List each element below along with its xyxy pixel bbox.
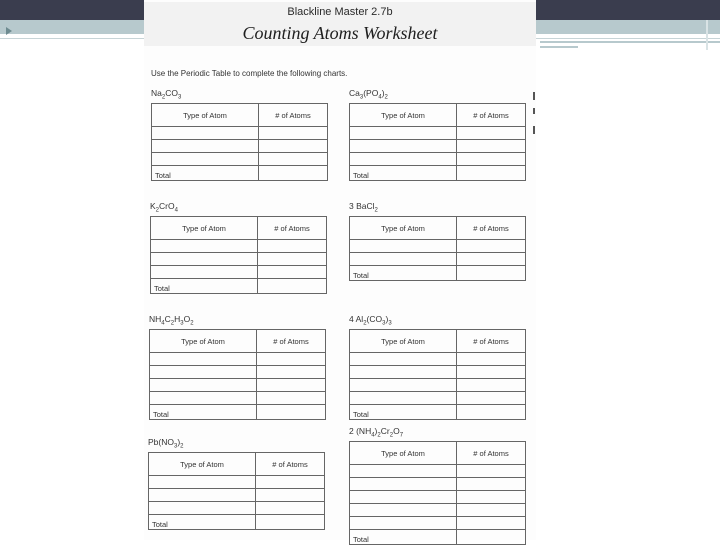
formula-label (148, 437, 184, 450)
total-row (350, 405, 526, 420)
formula-subscript: 2 (161, 94, 166, 101)
table-row (350, 491, 526, 504)
table-row (350, 478, 526, 491)
table-row (151, 240, 327, 253)
table-row (150, 392, 326, 405)
formula-subscript: 3 (180, 320, 184, 327)
total-row (150, 405, 326, 420)
formula-element: ) (177, 437, 181, 447)
total-row (149, 515, 325, 530)
blank-cell[interactable] (149, 502, 256, 515)
type-of-atom-header: Type of Atom (150, 330, 257, 353)
atom-count-header: # of Atoms (258, 217, 327, 240)
blank-cell[interactable] (258, 253, 327, 266)
table-row (350, 504, 526, 517)
atom-table (151, 103, 328, 181)
total-row (350, 530, 526, 545)
atom-count-header: # of Atoms (259, 104, 328, 127)
blank-cell[interactable] (457, 240, 526, 253)
formula-label (349, 201, 378, 214)
decorative-line (540, 46, 578, 48)
total-label: Total (350, 166, 457, 181)
formula-subscript: 2 (170, 320, 175, 327)
formula-label (349, 88, 388, 101)
blank-cell[interactable] (350, 379, 457, 392)
total-cell[interactable] (256, 515, 325, 530)
formula-subscript: 4 (378, 94, 382, 101)
blank-cell[interactable] (350, 478, 457, 491)
table-row (350, 153, 526, 166)
table-row (350, 366, 526, 379)
formula-subscript: 2 (190, 320, 194, 327)
type-of-atom-header: Type of Atom (350, 217, 457, 240)
atom-table (349, 103, 526, 181)
table-row (350, 465, 526, 478)
blank-cell[interactable] (150, 353, 257, 366)
total-label: Total (149, 515, 256, 530)
worksheet-scan (144, 0, 536, 544)
formula-element: ) (374, 426, 378, 436)
formula-element: Al (355, 314, 364, 324)
table-row (151, 266, 327, 279)
blank-cell[interactable] (256, 476, 325, 489)
total-label: Total (151, 279, 258, 294)
table-row (152, 140, 328, 153)
blank-cell[interactable] (457, 379, 526, 392)
blank-cell[interactable] (151, 240, 258, 253)
problem-number: 2 (349, 426, 357, 436)
blank-cell[interactable] (457, 353, 526, 366)
scan-mark (533, 108, 535, 114)
formula-subscript: 7 (399, 432, 404, 439)
slide-arrow-icon (6, 27, 12, 35)
blank-cell[interactable] (350, 465, 457, 478)
atom-table (349, 216, 526, 281)
table-row (350, 379, 526, 392)
decorative-line (540, 41, 720, 43)
formula-subscript: 3 (359, 94, 364, 101)
blank-cell[interactable] (350, 366, 457, 379)
blank-cell[interactable] (350, 491, 457, 504)
atom-table (148, 452, 325, 530)
decorative-line (706, 20, 708, 50)
total-row (152, 166, 328, 181)
formula-label (149, 314, 194, 327)
blank-cell[interactable] (151, 253, 258, 266)
formula-element: H (174, 314, 181, 324)
formula-subscript: 2 (155, 207, 160, 214)
blank-cell[interactable] (150, 392, 257, 405)
blank-cell[interactable] (350, 240, 457, 253)
atom-table (150, 216, 327, 294)
blank-cell[interactable] (150, 366, 257, 379)
blank-cell[interactable] (457, 478, 526, 491)
problem-number: 4 (349, 314, 356, 324)
formula-element: (CO (366, 314, 383, 324)
atom-count-header: # of Atoms (457, 104, 526, 127)
formula-element: (NH (356, 426, 372, 436)
worksheet-header (144, 2, 536, 46)
table-header-row (350, 217, 526, 240)
table-row (149, 489, 325, 502)
table-row (350, 127, 526, 140)
blank-cell[interactable] (257, 392, 326, 405)
blank-cell[interactable] (259, 140, 328, 153)
total-label: Total (350, 405, 457, 420)
atom-count-header: # of Atoms (257, 330, 326, 353)
blank-cell[interactable] (350, 504, 457, 517)
table-header-row (150, 330, 326, 353)
master-title: Blackline Master 2.7b (287, 6, 393, 18)
blank-cell[interactable] (457, 140, 526, 153)
total-cell[interactable] (457, 405, 526, 420)
problem-number: 3 (349, 201, 357, 211)
table-row (150, 379, 326, 392)
scan-mark (533, 92, 535, 100)
formula-element: Ca (349, 88, 360, 98)
type-of-atom-header: Type of Atom (350, 104, 457, 127)
formula-element: (PO (363, 88, 379, 98)
table-row (149, 502, 325, 515)
blank-cell[interactable] (457, 392, 526, 405)
table-row (151, 253, 327, 266)
atom-table (349, 441, 526, 545)
blank-cell[interactable] (350, 127, 457, 140)
formula-subscript: 2 (363, 320, 367, 327)
total-cell[interactable] (457, 166, 526, 181)
table-row (350, 240, 526, 253)
formula-subscript: 2 (389, 432, 394, 439)
blank-cell[interactable] (152, 140, 259, 153)
table-header-row (350, 104, 526, 127)
blank-cell[interactable] (457, 366, 526, 379)
total-row (151, 279, 327, 294)
instructions: Use the Periodic Table to complete the following charts. (151, 69, 348, 78)
table-header-row (149, 453, 325, 476)
atom-count-header: # of Atoms (457, 217, 526, 240)
worksheet-title: Counting Atoms Worksheet (242, 23, 438, 43)
table-row (152, 153, 328, 166)
total-row (350, 166, 526, 181)
blank-cell[interactable] (350, 517, 457, 530)
total-row (350, 266, 526, 281)
total-label: Total (150, 405, 257, 420)
blank-cell[interactable] (350, 140, 457, 153)
table-header-row (152, 104, 328, 127)
blank-cell[interactable] (257, 353, 326, 366)
blank-cell[interactable] (151, 266, 258, 279)
blank-cell[interactable] (457, 517, 526, 530)
formula-label (349, 314, 392, 327)
total-label: Total (350, 530, 457, 545)
table-row (350, 253, 526, 266)
table-header-row (350, 330, 526, 353)
blank-cell[interactable] (258, 240, 327, 253)
blank-cell[interactable] (259, 153, 328, 166)
table-row (350, 392, 526, 405)
formula-element: Na (151, 88, 162, 98)
blank-cell[interactable] (457, 253, 526, 266)
formula-element: O (393, 426, 400, 436)
atom-table (149, 329, 326, 420)
total-cell[interactable] (257, 405, 326, 420)
blank-cell[interactable] (256, 502, 325, 515)
scan-mark (533, 126, 535, 134)
formula-element: ) (381, 88, 385, 98)
formula-element: K (150, 201, 156, 211)
blank-cell[interactable] (457, 127, 526, 140)
formula-subscript: 3 (173, 443, 178, 450)
formula-subscript: 3 (388, 320, 392, 327)
formula-element: NH (149, 314, 162, 324)
total-label: Total (350, 266, 457, 281)
formula-element: Cr (380, 426, 390, 436)
formula-subscript: 3 (177, 94, 182, 101)
type-of-atom-header: Type of Atom (350, 442, 457, 465)
blank-cell[interactable] (152, 153, 259, 166)
blank-cell[interactable] (350, 253, 457, 266)
blank-cell[interactable] (457, 153, 526, 166)
table-header-row (350, 442, 526, 465)
total-cell[interactable] (259, 166, 328, 181)
blank-cell[interactable] (457, 491, 526, 504)
formula-subscript: 4 (161, 320, 165, 327)
formula-subscript: 2 (384, 94, 388, 101)
type-of-atom-header: Type of Atom (152, 104, 259, 127)
atom-count-header: # of Atoms (457, 330, 526, 353)
total-cell[interactable] (457, 530, 526, 545)
blank-cell[interactable] (257, 366, 326, 379)
formula-label (150, 201, 178, 214)
type-of-atom-header: Type of Atom (149, 453, 256, 476)
table-row (350, 353, 526, 366)
table-row (152, 127, 328, 140)
formula-subscript: 2 (180, 443, 184, 450)
blank-cell[interactable] (457, 504, 526, 517)
table-row (149, 476, 325, 489)
blank-cell[interactable] (150, 379, 257, 392)
formula-label (349, 426, 403, 439)
formula-element: C (164, 314, 171, 324)
blank-cell[interactable] (149, 476, 256, 489)
formula-element: BaCl (356, 201, 375, 211)
formula-element: Pb(NO (148, 437, 174, 447)
formula-subscript: 4 (371, 432, 375, 439)
table-row (350, 517, 526, 530)
table-row (150, 353, 326, 366)
formula-element: CrO (159, 201, 175, 211)
blank-cell[interactable] (350, 392, 457, 405)
blank-cell[interactable] (259, 127, 328, 140)
table-row (150, 366, 326, 379)
total-cell[interactable] (457, 266, 526, 281)
formula-element: ) (385, 314, 389, 324)
blank-cell[interactable] (350, 153, 457, 166)
formula-subscript: 4 (174, 207, 178, 214)
atom-count-header: # of Atoms (256, 453, 325, 476)
type-of-atom-header: Type of Atom (350, 330, 457, 353)
atom-count-header: # of Atoms (457, 442, 526, 465)
blank-cell[interactable] (457, 465, 526, 478)
blank-cell[interactable] (256, 489, 325, 502)
formula-element: CO (165, 88, 178, 98)
blank-cell[interactable] (258, 266, 327, 279)
blank-cell[interactable] (257, 379, 326, 392)
formula-subscript: 2 (374, 207, 378, 214)
total-label: Total (152, 166, 259, 181)
blank-cell[interactable] (149, 489, 256, 502)
formula-subscript: 2 (377, 432, 381, 439)
type-of-atom-header: Type of Atom (151, 217, 258, 240)
total-cell[interactable] (258, 279, 327, 294)
atom-table (349, 329, 526, 420)
formula-subscript: 3 (382, 320, 386, 327)
table-header-row (151, 217, 327, 240)
blank-cell[interactable] (350, 353, 457, 366)
blank-cell[interactable] (152, 127, 259, 140)
table-row (350, 140, 526, 153)
formula-element: O (183, 314, 191, 324)
formula-label (151, 88, 181, 101)
